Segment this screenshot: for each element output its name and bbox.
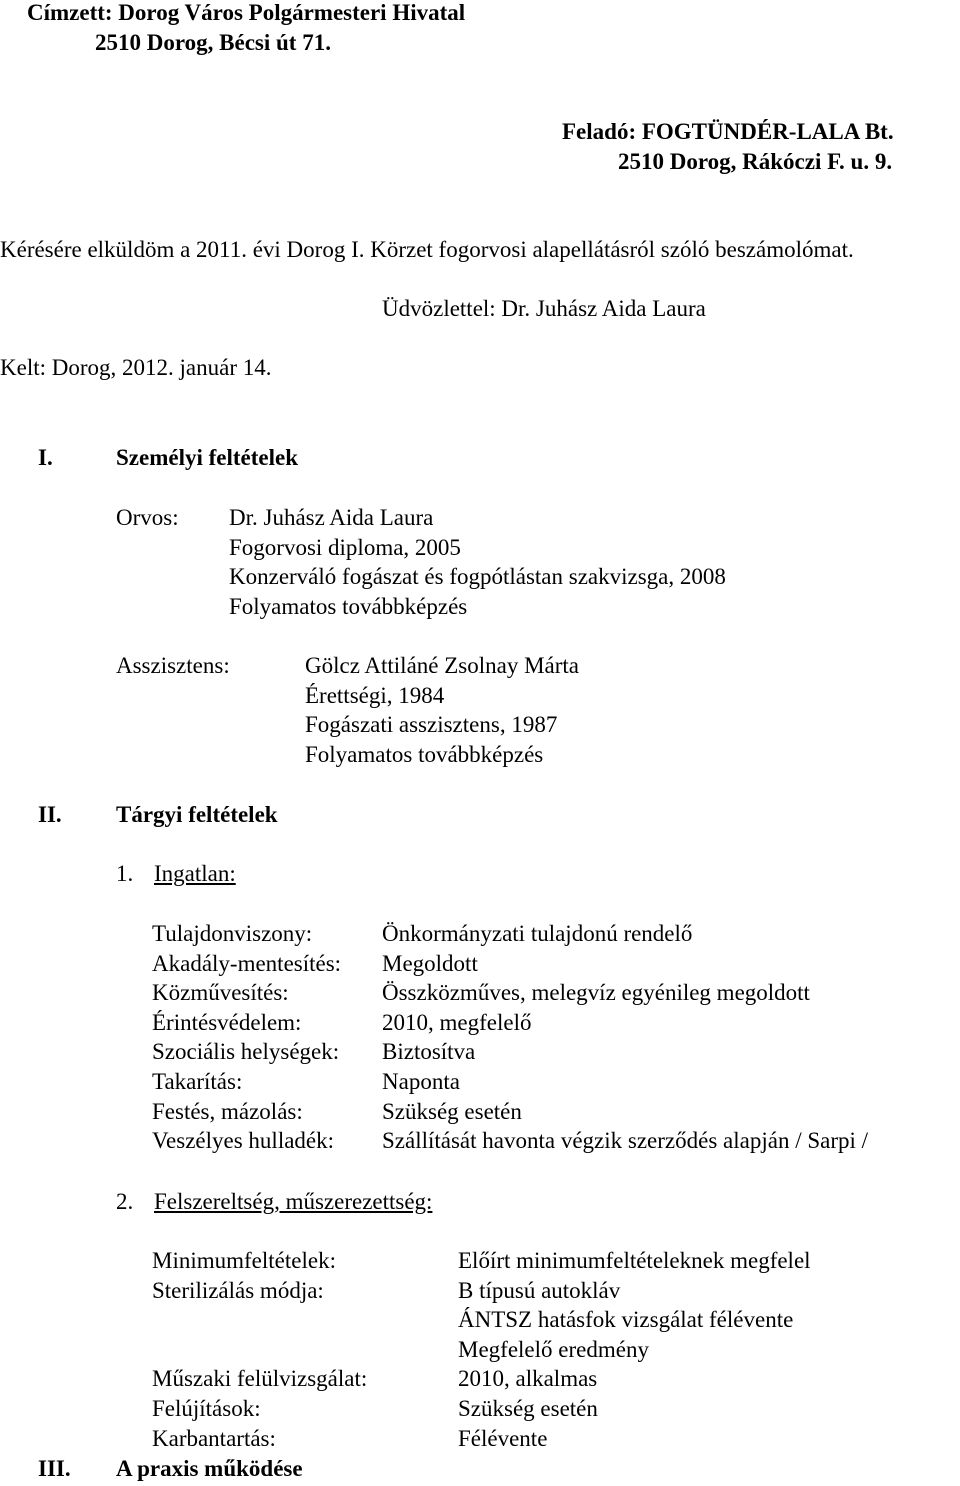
greeting: Üdvözlettel: Dr. Juhász Aida Laura: [382, 296, 706, 321]
sender-line-2: 2510 Dorog, Rákóczi F. u. 9.: [618, 149, 893, 174]
recipient-line-1: Címzett: Dorog Város Polgármesteri Hivatal: [27, 0, 466, 25]
section-3-number: III.: [38, 1456, 71, 1481]
doctor-name: Dr. Juhász Aida Laura: [229, 505, 434, 530]
property-value: 2010, megfelelő: [382, 1009, 532, 1035]
equipment-label: [152, 1305, 367, 1335]
section-2-title: Tárgyi feltételek: [116, 802, 278, 827]
intro-text: Kérésére elküldöm a 2011. évi Dorog I. Körzet fogorvosi alapellátásról szóló beszámolómat.: [0, 237, 854, 262]
property-value: Összközműves, melegvíz egyénileg megoldott: [382, 980, 810, 1006]
assistant-qualification: Fogászati asszisztens, 1987: [305, 712, 558, 738]
subsection-1-number: 1.: [116, 861, 134, 886]
section-1-number: I.: [38, 445, 53, 470]
assistant-details: [305, 651, 579, 769]
equipment-value: Félévente: [458, 1425, 548, 1451]
property-label: Takarítás:: [152, 1068, 243, 1094]
sender-line-1: Feladó: FOGTÜNDÉR-LALA Bt.: [562, 119, 894, 144]
doctor-label: Orvos:: [116, 505, 179, 530]
equipment-label: Minimumfeltételek:: [152, 1248, 336, 1273]
doctor-diploma: Fogorvosi diploma, 2005: [229, 534, 461, 560]
property-label: Festés, mázolás:: [152, 1098, 303, 1124]
equipment-value: B típusú autokláv: [458, 1277, 621, 1303]
subsection-1-title: Ingatlan:: [154, 861, 236, 886]
recipient-line-2: 2510 Dorog, Bécsi út 71.: [95, 30, 331, 55]
property-label: Szociális helységek:: [152, 1039, 340, 1065]
property-value: Szükség esetén: [382, 1098, 522, 1124]
doctor-specialty: Konzerváló fogászat és fogpótlástan szakvizsga, 2008: [229, 564, 726, 590]
dated-line: Kelt: Dorog, 2012. január 14.: [0, 355, 272, 380]
equipment-values: [458, 1246, 811, 1453]
equipment-value: Szükség esetén: [458, 1395, 598, 1421]
equipment-labels: [152, 1246, 367, 1453]
assistant-graduation: Érettségi, 1984: [305, 682, 445, 708]
property-value: Biztosítva: [382, 1039, 476, 1065]
subsection-2-number: 2.: [116, 1189, 134, 1214]
property-label: Veszélyes hulladék:: [152, 1128, 335, 1154]
equipment-value: ÁNTSZ hatásfok vizsgálat félévente: [458, 1307, 794, 1333]
property-labels: [152, 919, 341, 1156]
section-3-title: A praxis működése: [116, 1456, 303, 1481]
property-label: Tulajdonviszony:: [152, 921, 313, 946]
property-value: Önkormányzati tulajdonú rendelő: [382, 921, 693, 946]
property-values: [382, 919, 868, 1156]
property-label: Akadály-mentesítés:: [152, 950, 342, 976]
section-2-number: II.: [38, 802, 62, 827]
equipment-label: Karbantartás:: [152, 1425, 276, 1451]
equipment-label: Műszaki felülvizsgálat:: [152, 1366, 368, 1392]
equipment-label: [152, 1335, 367, 1365]
equipment-label: Sterilizálás módja:: [152, 1277, 324, 1303]
assistant-label: Asszisztens:: [116, 653, 230, 678]
assistant-name: Gölcz Attiláné Zsolnay Márta: [305, 653, 580, 678]
property-value: Szállítását havonta végzik szerződés alapján / Sarpi /: [382, 1128, 869, 1154]
subsection-2-title: Felszereltség, műszerezettség:: [154, 1189, 433, 1214]
equipment-value: Előírt minimumfeltételeknek megfelel: [458, 1248, 811, 1273]
assistant-training: Folyamatos továbbképzés: [305, 741, 544, 767]
property-value: Megoldott: [382, 950, 478, 976]
equipment-value: 2010, alkalmas: [458, 1366, 598, 1392]
property-label: Érintésvédelem:: [152, 1009, 302, 1035]
equipment-value: Megfelelő eredmény: [458, 1336, 649, 1362]
doctor-details: [229, 503, 726, 621]
equipment-label: Felújítások:: [152, 1395, 261, 1421]
property-value: Naponta: [382, 1068, 460, 1094]
doctor-training: Folyamatos továbbképzés: [229, 593, 468, 619]
section-1-title: Személyi feltételek: [116, 445, 298, 470]
property-label: Közművesítés:: [152, 980, 289, 1006]
